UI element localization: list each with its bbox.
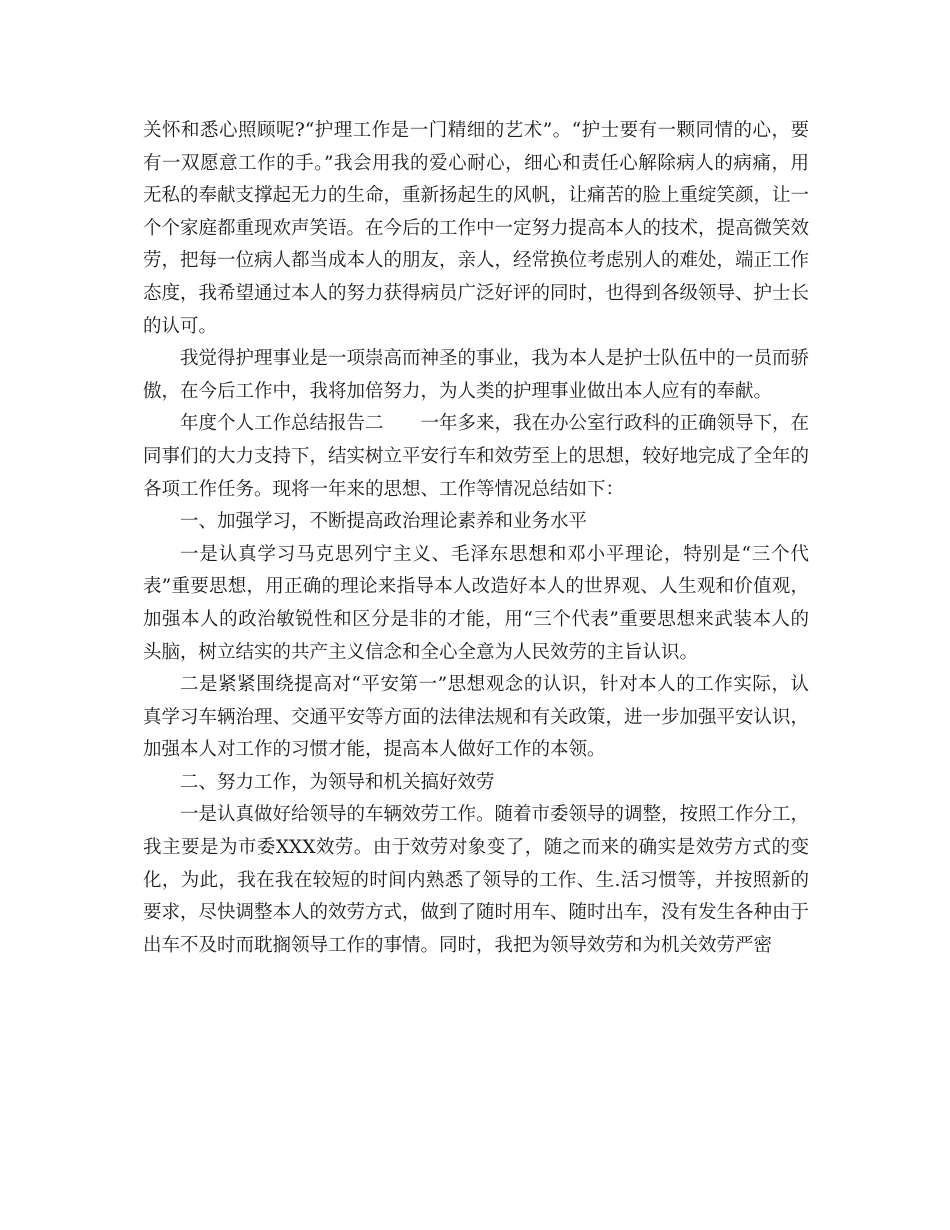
section-heading: 二、努力工作，为领导和机关搞好效劳	[180, 771, 495, 793]
paragraph: 关怀和悉心照顾呢?“护理工作是一门精细的艺术”。“护士要有一颗同情的心，要有一双愿意工作的手。”我会用我的爱心耐心，细心和责任心解除病人的病痛，用无私的奉献支撑起无力的生命，重新扬起生的风帆，让痛苦的脸上重绽笑颜，让一个个家庭都重现欢声笑语。在今后的工作中一定努力提高本人的技术，提高微笑效劳，把每一位病人都当成本人的朋友，亲人，经常换位考虑别人的难处，端正工作态度，我希望通过本人的努力获得病员广泛好评的同时，也得到各级领导、护士长的认可。	[143, 120, 810, 337]
paragraph: 我觉得护理事业是一项崇高而神圣的事业，我为本人是护士队伍中的一员而骄傲，在今后工作中，我将加倍努力，为人类的护理事业做出本人应有的奉献。	[143, 348, 810, 402]
paragraph: 二是紧紧围绕提高对“平安第一”思想观念的认识，针对本人的工作实际，认真学习车辆治理、交通平安等方面的法律法规和有关政策，进一步加强平安认识，加强本人对工作的习惯才能，提高本人做好工作的本领。	[143, 674, 810, 761]
document-body	[143, 115, 809, 962]
section-heading: 一、加强学习，不断提高政治理论素养和业务水平	[180, 511, 588, 533]
paragraph: 年度个人工作总结报告二 一年多来，我在办公室行政科的正确领导下，在同事们的大力支持下，结实树立平安行车和效劳至上的思想，较好地完成了全年的各项工作任务。现将一年来的思想、工作等情况总结如下：	[143, 413, 810, 500]
paragraph: 一是认真学习马克思列宁主义、毛泽东思想和邓小平理论，特别是“三个代表”重要思想，用正确的理论来指导本人改造好本人的世界观、人生观和价值观，加强本人的政治敏锐性和区分是非的才能，用“三个代表”重要思想来武装本人的头脑，树立结实的共产主义信念和全心全意为人民效劳的主旨认识。	[143, 543, 809, 663]
paragraph: 一是认真做好给领导的车辆效劳工作。随着市委领导的调整，按照工作分工，我主要是为市委XXX效劳。由于效劳对象变了，随之而来的确实是效劳方式的变化，为此，我在我在较短的时间内熟悉了领导的工作、生.活习惯等，并按照新的要求，尽快调整本人的效劳方式，做到了随时用车、随时出车，没有发生各种由于出车不及时而耽搁领导工作的事情。同时，我把为领导效劳和为机关效劳严密	[143, 804, 810, 956]
